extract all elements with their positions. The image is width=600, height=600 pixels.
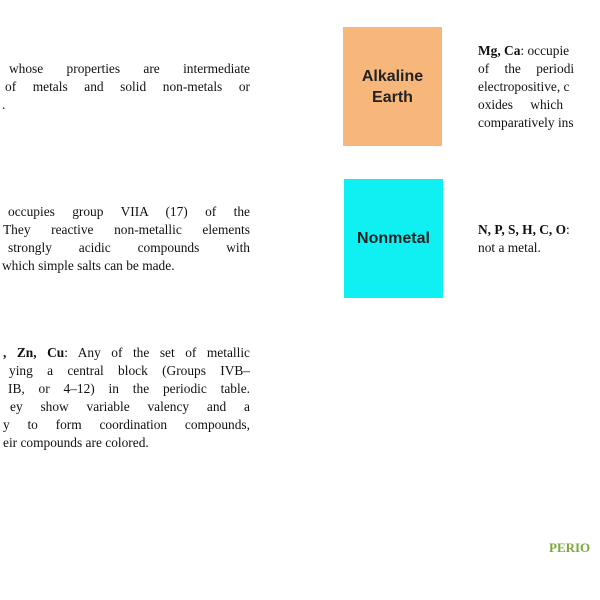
alkaline-line-3: electropositive, c [478,79,570,94]
alkaline-line-1-text: : occupie [520,43,570,58]
nonmetal-line-1 [478,221,600,239]
nonmetal-tile [344,179,443,298]
nonmetal-description [478,221,600,257]
transition-line-4: ey show variable valency and a [10,399,250,414]
transition-line-1 [0,344,250,362]
alkaline-line-4: oxides which [478,97,564,112]
transition-line-1-text: : Any of the set of metallic [64,345,250,360]
nonmetal-label: Nonmetal [357,230,430,247]
alkaline-earth-tile [343,27,442,146]
alkaline-line-1 [478,42,600,60]
transition-line-2: ying a central block (Groups IVB– [9,363,250,378]
halogen-line-1: occupies group VIIA (17) of the [8,204,250,219]
alkaline-bold-elements: Mg, Ca [478,43,521,58]
transition-line-3: IB, or 4–12) in the periodic table. [8,381,250,396]
transition-line-5: y to form coordination compounds, [3,417,250,432]
periodic-table-footer-label: PERIO [549,540,591,555]
halogen-description [0,203,250,275]
halogen-line-4: which simple salts can be made. [2,258,175,273]
metalloid-line-3: . [2,97,6,112]
transition-bold-elements: , Zn, Cu [3,345,65,360]
nonmetal-line-2: not a metal. [478,240,541,255]
transition-metal-description [0,344,250,452]
alkaline-line-5: comparatively ins [478,115,574,130]
metalloid-line-2: of metals and solid non-metals or [5,79,250,94]
nonmetal-line-1-text: : [566,222,570,237]
metalloid-description [0,60,250,114]
metalloid-line-1: whose properties are intermediate [9,61,250,76]
alkaline-line-2: of the periodi [478,61,575,76]
transition-line-6: eir compounds are colored. [3,435,149,450]
alkaline-earth-label-line-2: Earth [372,88,413,106]
halogen-line-3: strongly acidic compounds with [8,240,250,255]
alkaline-earth-label-line-1: Alkaline [361,67,424,85]
nonmetal-bold-elements: N, P, S, H, C, O [478,222,567,237]
alkaline-earth-description [478,42,600,132]
halogen-line-2: They reactive non-metallic elements [3,222,250,237]
